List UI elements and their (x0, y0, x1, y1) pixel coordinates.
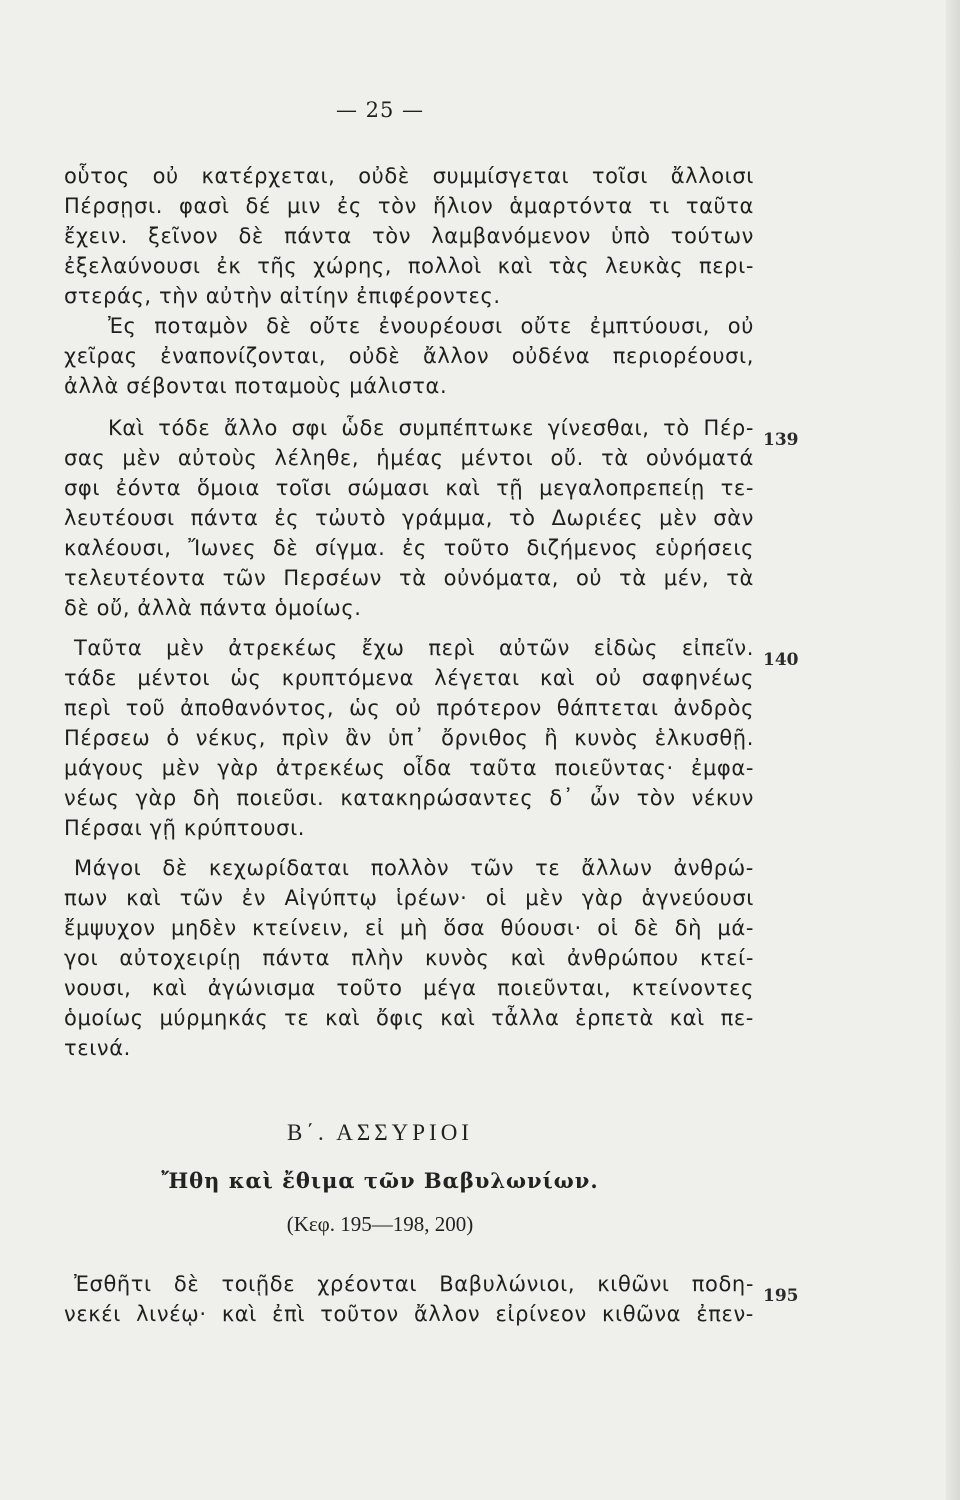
text-line: τεινά. (64, 1036, 131, 1060)
text-line: στεράς, τὴν αὐτὴν αἰτίην ἐπιφέροντες. (64, 284, 501, 308)
text-line: δὲ οὔ, ἀλλὰ πάντα ὁμοίως. (64, 596, 362, 620)
text-line: Πέρσαι γῇ κρύπτουσι. (64, 816, 306, 840)
section-title: Β΄. ΑΣΣΥΡΙΟΙ (287, 1120, 473, 1145)
text-line: σας μὲν αὐτοὺς λέληθε, ἡμέας μέντοι οὔ. τὰ οὐνόματά (64, 446, 754, 470)
text-line: σφι ἐόντα ὅμοια τοῖσι σώμασι καὶ τῇ μεγαλοπρεπείῃ τε- (64, 476, 754, 500)
text-line: πων καὶ τῶν ἐν Αἰγύπτῳ ἱρέων· οἱ μὲν γὰρ ἁγνεύουσι (64, 886, 754, 910)
text-line: καλέουσι, Ἴωνες δὲ σίγμα. ἐς τοῦτο διζήμενος εὑρήσεις (64, 536, 754, 560)
text-line: περὶ τοῦ ἀποθανόντος, ὡς οὐ πρότερον θάπτεται ἀνδρὸς (64, 696, 754, 720)
text-line: ἐξελαύνουσι ἐκ τῆς χώρης, πολλοὶ καὶ τὰς λευκὰς περι- (64, 254, 754, 278)
margin-chapter-number: 140 (763, 650, 799, 670)
page-edge-shadow (946, 0, 960, 1500)
text-line: χεῖρας ἐναπονίζονται, οὐδὲ ἄλλον οὐδένα περιορέουσι, (64, 344, 754, 368)
text-line: νουσι, καὶ ἀγώνισμα τοῦτο μέγα ποιεῦνται, κτείνοντες (64, 976, 754, 1000)
text-line: Καὶ τόδε ἄλλο σφι ὧδε συμπέπτωκε γίνεσθαι, τὸ Πέρ- (108, 416, 754, 440)
text-line: ἀλλὰ σέβονται ποταμοὺς μάλιστα. (64, 374, 448, 398)
margin-chapter-number: 195 (763, 1286, 799, 1306)
text-line: Ταῦτα μὲν ἀτρεκέως ἔχω περὶ αὐτῶν εἰδὼς εἰπεῖν. (74, 636, 754, 660)
text-line: λευτέουσι πάντα ἐς τὠυτὸ γράμμα, τὸ Δωριέες μὲν σὰν (64, 506, 754, 530)
text-line: Μάγοι δὲ κεχωρίδαται πολλὸν τῶν τε ἄλλων ἀνθρώ- (74, 856, 754, 880)
section-subtitle: Ἤθη καὶ ἔθιμα τῶν Βαβυλωνίων. (161, 1168, 599, 1193)
text-line: τάδε μέντοι ὡς κρυπτόμενα λέγεται καὶ οὐ σαφηνέως (64, 666, 754, 690)
text-line: μάγους μὲν γὰρ ἀτρεκέως οἶδα ταῦτα ποιεῦντας· ἐμφα- (64, 756, 754, 780)
text-line: τελευτέοντα τῶν Περσέων τὰ οὐνόματα, οὐ τὰ μέν, τὰ (64, 566, 754, 590)
page-number: — 25 — (335, 98, 425, 122)
text-line: Πέρσεω ὁ νέκυς, πρὶν ἂν ὑπ᾽ ὄρνιθος ἢ κυνὸς ἑλκυσθῇ. (64, 726, 754, 750)
text-line: ἔμψυχον μηδὲν κτείνειν, εἰ μὴ ὅσα θύουσι· οἱ δὲ δὴ μά- (64, 916, 754, 940)
text-line: οὗτος οὐ κατέρχεται, οὐδὲ συμμίσγεται τοῖσι ἄλλοισι (64, 164, 754, 188)
text-line: γοι αὐτοχειρίῃ πάντα πλὴν κυνὸς καὶ ἀνθρώπου κτεί- (64, 946, 754, 970)
margin-chapter-number: 139 (763, 430, 799, 450)
text-line: Ἐσθῆτι δὲ τοιῇδε χρέονται Βαβυλώνιοι, κιθῶνι ποδη- (74, 1272, 754, 1296)
text-line: νεκέι λινέῳ· καὶ ἐπὶ τοῦτον ἄλλον εἰρίνεον κιθῶνα ἐπεν- (64, 1302, 754, 1326)
text-line: ὁμοίως μύρμηκάς τε καὶ ὄφις καὶ τἆλλα ἑρπετὰ καὶ πε- (64, 1006, 754, 1030)
text-line: Πέρσῃσι. φασὶ δέ μιν ἐς τὸν ἥλιον ἁμαρτόντα τι ταῦτα (64, 194, 754, 218)
text-line: ἔχειν. ξεῖνον δὲ πάντα τὸν λαμβανόμενον ὑπὸ τούτων (64, 224, 754, 248)
chapter-reference: (Κεφ. 195—198, 200) (286, 1212, 474, 1236)
text-line: Ἐς ποταμὸν δὲ οὔτε ἐνουρέουσι οὔτε ἐμπτύουσι, οὐ (108, 314, 754, 338)
text-line: νέως γὰρ δὴ ποιεῦσι. κατακηρώσαντες δ᾽ ὦν τὸν νέκυν (64, 786, 754, 810)
